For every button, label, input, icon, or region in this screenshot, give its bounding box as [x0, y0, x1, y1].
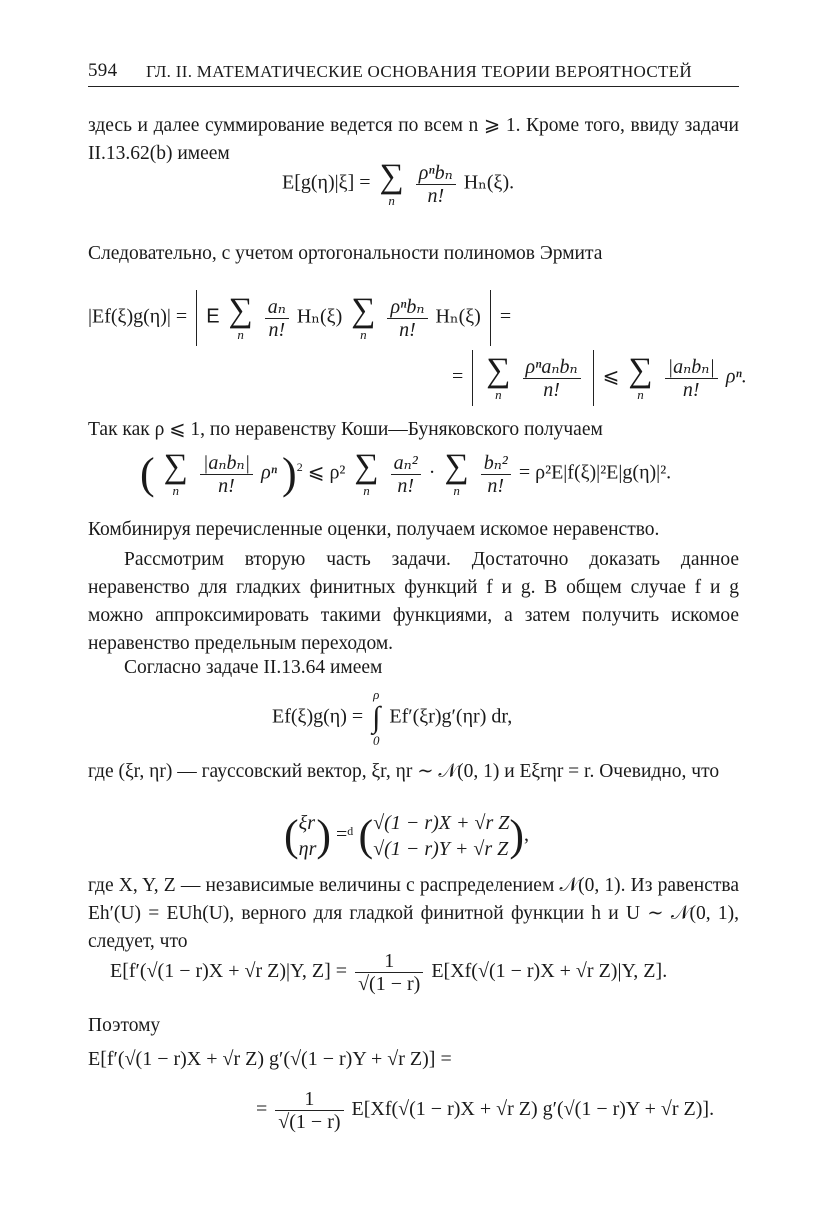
- paragraph-6: Согласно задаче II.13.64 имеем: [124, 657, 383, 678]
- paragraph-9: Поэтому: [88, 1015, 161, 1036]
- equation-6: ( ξr ηr ) =ᵈ ( √(1 − r)X + √r Z √(1 − r)Y + √r Z ),: [284, 811, 530, 860]
- paragraph-8: где X, Y, Z — независимые величины с распределением 𝒩(0, 1). Из равенства Eh′(U) = EUh(U), верного для гладкой финитной функции h и U ∼ 𝒩(0, 1), следует, что: [88, 875, 739, 952]
- page-header: [88, 58, 739, 87]
- equation-2: |Ef(ξ)g(η)| = E ∑ n $\frac{\text{aₙ}}{n!}$ Hₙ(ξ) ∑ n $\frac{\text{ρⁿbₙ}}{n!}$ Hₙ(ξ) =: [88, 290, 511, 346]
- equation-5: Ef(ξ)g(η) = ρ ∫ 0 Ef′(ξr)g′(ηr) dr,: [272, 687, 513, 748]
- eq1-fraction: $\frac{\text{ρⁿbₙ}}{n!}$: [416, 162, 456, 207]
- equation-7: E[f′(√(1 − r)X + √r Z)|Y, Z] = $\frac{1}{√(1 - r)}$ E[Xf(√(1 − r)X + √r Z)|Y, Z].: [110, 950, 668, 995]
- paragraph-5: Рассмотрим вторую часть задачи. Достаточно доказать данное неравенство для гладких финитных функций f и g. В общем случае f и g можно аппроксимировать такими функциями, а затем получить искомое неравенство предельным переходом.: [88, 549, 739, 654]
- equation-1: [282, 160, 514, 208]
- equation-4: ( ∑ n $\frac{\text{|aₙbₙ|}}{n!}$ ρⁿ )$^2$ ⩽ ρ² ∑ n $\frac{\text{aₙ²}}{n!}$ · ∑ n $\frac{\text{bₙ²}}{n!}$ = ρ²E|f(ξ)|²E|g(η)|².: [140, 448, 672, 498]
- eq1-lhs: E[g(η)|ξ] =: [282, 171, 371, 194]
- equation-3: = ∑ n $\frac{\text{ρⁿaₙbₙ}}{n!}$ ⩽ ∑ n $\frac{\text{|aₙbₙ|}}{n!}$ ρⁿ.: [452, 350, 747, 406]
- running-title: ГЛ. II. МАТЕМАТИЧЕСКИЕ ОСНОВАНИЯ ТЕОРИИ ВЕРОЯТНОСТЕЙ: [146, 62, 692, 81]
- sum-symbol: ∑ n: [379, 158, 404, 208]
- paragraph-7: где (ξr, ηr) — гауссовский вектор, ξr, ηr ∼ 𝒩(0, 1) и Eξrηr = r. Очевидно, что: [88, 761, 720, 782]
- equation-8-line-1: E[f′(√(1 − r)X + √r Z) g′(√(1 − r)Y + √r Z)] =: [88, 1048, 452, 1070]
- page-number: 594: [88, 60, 118, 81]
- paragraph-4: Комбинируя перечисленные оценки, получаем искомое неравенство.: [88, 519, 660, 540]
- equation-8-line-2: = $\frac{1}{√(1 - r)}$ E[Xf(√(1 − r)X + √r Z) g′(√(1 − r)Y + √r Z)].: [256, 1088, 715, 1133]
- eq1-tail: Hₙ(ξ).: [463, 171, 515, 194]
- paragraph-1: здесь и далее суммирование ведется по всем n ⩾ 1. Кроме того, ввиду задачи II.13.62(b) имеем: [88, 115, 739, 164]
- paragraph-3: Так как ρ ⩽ 1, по неравенству Коши—Буняковского получаем: [88, 419, 603, 440]
- paragraph-2: Следовательно, с учетом ортогональности полиномов Эрмита: [88, 243, 603, 264]
- eq2-lhs: |Ef(ξ)g(η)| =: [88, 305, 188, 328]
